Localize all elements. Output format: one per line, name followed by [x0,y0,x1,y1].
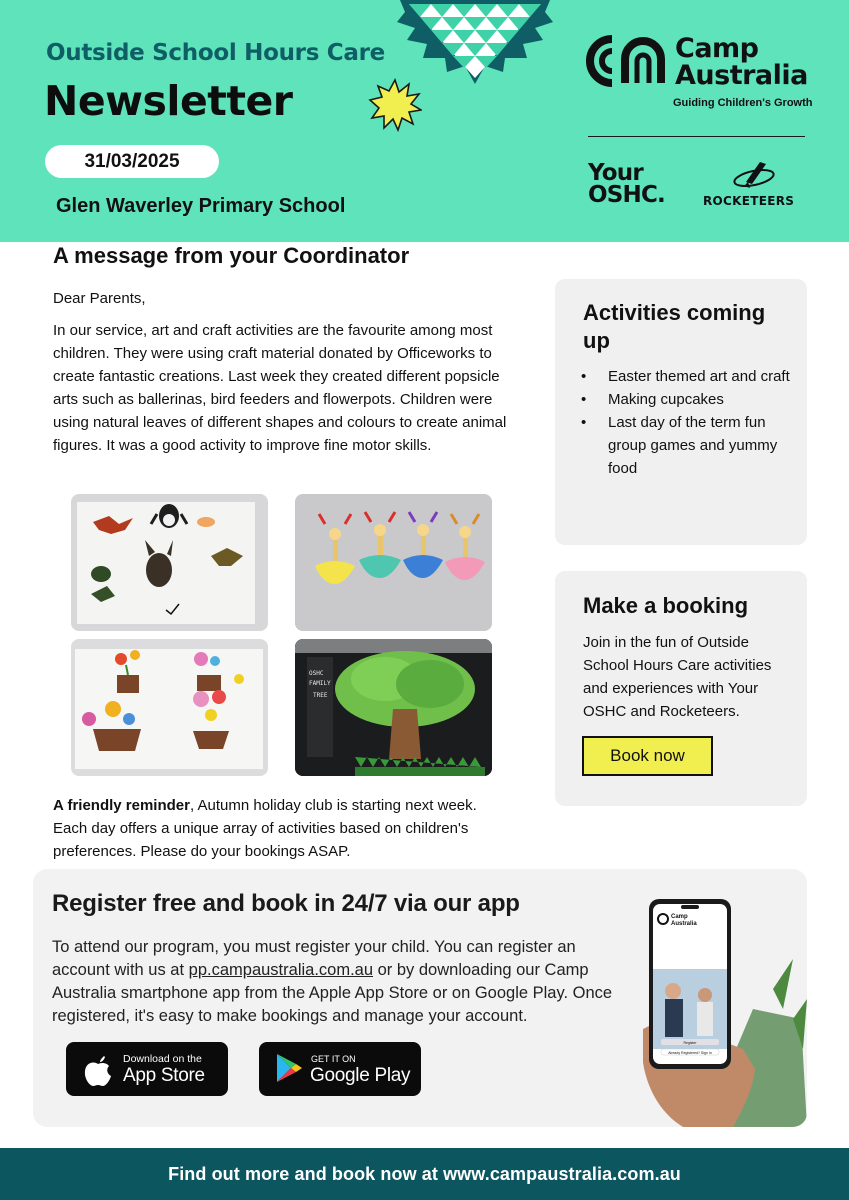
your-oshc-line2: OSHC. [588,182,665,208]
svg-text:FAMILY: FAMILY [309,680,331,687]
reminder-text: , Autumn holiday club is starting next week. Each day offers a unique array of activities based on children's preferences. Please do your bookings ASAP. [53,797,477,860]
footer-banner: Find out more and book now at www.campaustralia.com.au [0,1148,849,1200]
message-paragraph: In our service, art and craft activities are the favourite among most children. They were using craft material donated by Officeworks to create fantastic creations. Last week they created different popsicle arts such as ballerinas, bird feeders and flowerpots. Children were using natural leaves of different shapes and colours to create animal figures. It was a good activity to improve fine motor skills. [53,322,507,454]
list-item: • Making cupcakes [581,388,791,411]
google-play-button[interactable] [259,1042,421,1096]
book-now-button[interactable]: Book now [582,736,713,776]
rocket-icon [730,160,778,192]
coordinator-message-title: A message from your Coordinator [53,243,410,268]
camp-australia-wordmark [675,35,808,89]
newsletter-header [0,0,849,242]
brand-name-line1: Camp [675,33,759,64]
register-text [52,936,622,1028]
phone-app-illustration [643,899,807,1127]
sun-burst-decoration [368,78,422,132]
popsicle-ballerina-photo [295,494,492,631]
register-title: Register free and book in 24/7 via our app [52,890,520,917]
greeting: Dear Parents, [53,290,146,307]
header-title: Newsletter [44,77,293,125]
header-divider [588,136,805,137]
activities-list [581,365,791,480]
header-subtitle: Outside School Hours Care [46,40,385,66]
leaf-animal-craft-photo [71,494,268,631]
register-text-after: or by downloading our Camp Australia smartphone app from the Apple App Store or on Google Play. Once registered, it's easy to make bookings and manage your account. [52,961,613,1025]
rocketeers-logo: ROCKETEERS [703,194,795,208]
app-store-small-label: Download on the [123,1053,202,1065]
booking-card [555,571,807,806]
phone-signin-label: Already Registered? Sign In [668,1051,712,1055]
activities-title: Activities coming up [583,300,766,353]
triangle-badge-decoration [395,0,555,90]
apple-icon [82,1052,114,1088]
camp-australia-logo-icon [585,33,669,89]
family-tree-display-photo [295,639,492,776]
booking-description: Join in the fun of Outside School Hours Care activities and experiences with Your OSHC and Rocketeers. [583,634,772,720]
register-app-section [33,869,807,1127]
phone-brand-line2: Australia [671,921,697,927]
brand-tagline: Guiding Children's Growth [673,97,813,109]
list-item: • Easter themed art and craft [581,365,791,388]
svg-text:TREE: TREE [313,692,328,699]
google-play-icon [275,1052,303,1084]
booking-title: Make a booking [583,593,749,618]
activities-card [555,279,807,545]
reminder-heading: A friendly reminder [53,797,190,814]
phone-brand-line1: Camp [671,914,688,920]
flowerpot-craft-photo [71,639,268,776]
brand-name-line2: Australia [675,60,808,91]
newsletter-date: 31/03/2025 [45,145,219,178]
your-oshc-line1: Your [588,160,643,186]
your-oshc-logo [588,162,665,206]
register-text-before: To attend our program, you must register your child. You can register an account with us at [52,938,576,979]
register-link[interactable]: pp.campaustralia.com.au [188,961,374,979]
google-play-label: Google Play [310,1065,411,1086]
school-name: Glen Waverley Primary School [56,195,346,217]
holiday-reminder [53,794,508,863]
app-store-button[interactable] [66,1042,228,1096]
app-store-label: App Store [123,1065,205,1086]
svg-text:OSHC: OSHC [309,670,324,677]
list-item: • Last day of the term fun group games and yummy food [581,411,791,480]
google-play-small-label: GET IT ON [311,1054,356,1064]
phone-register-label: Register [683,1041,697,1045]
